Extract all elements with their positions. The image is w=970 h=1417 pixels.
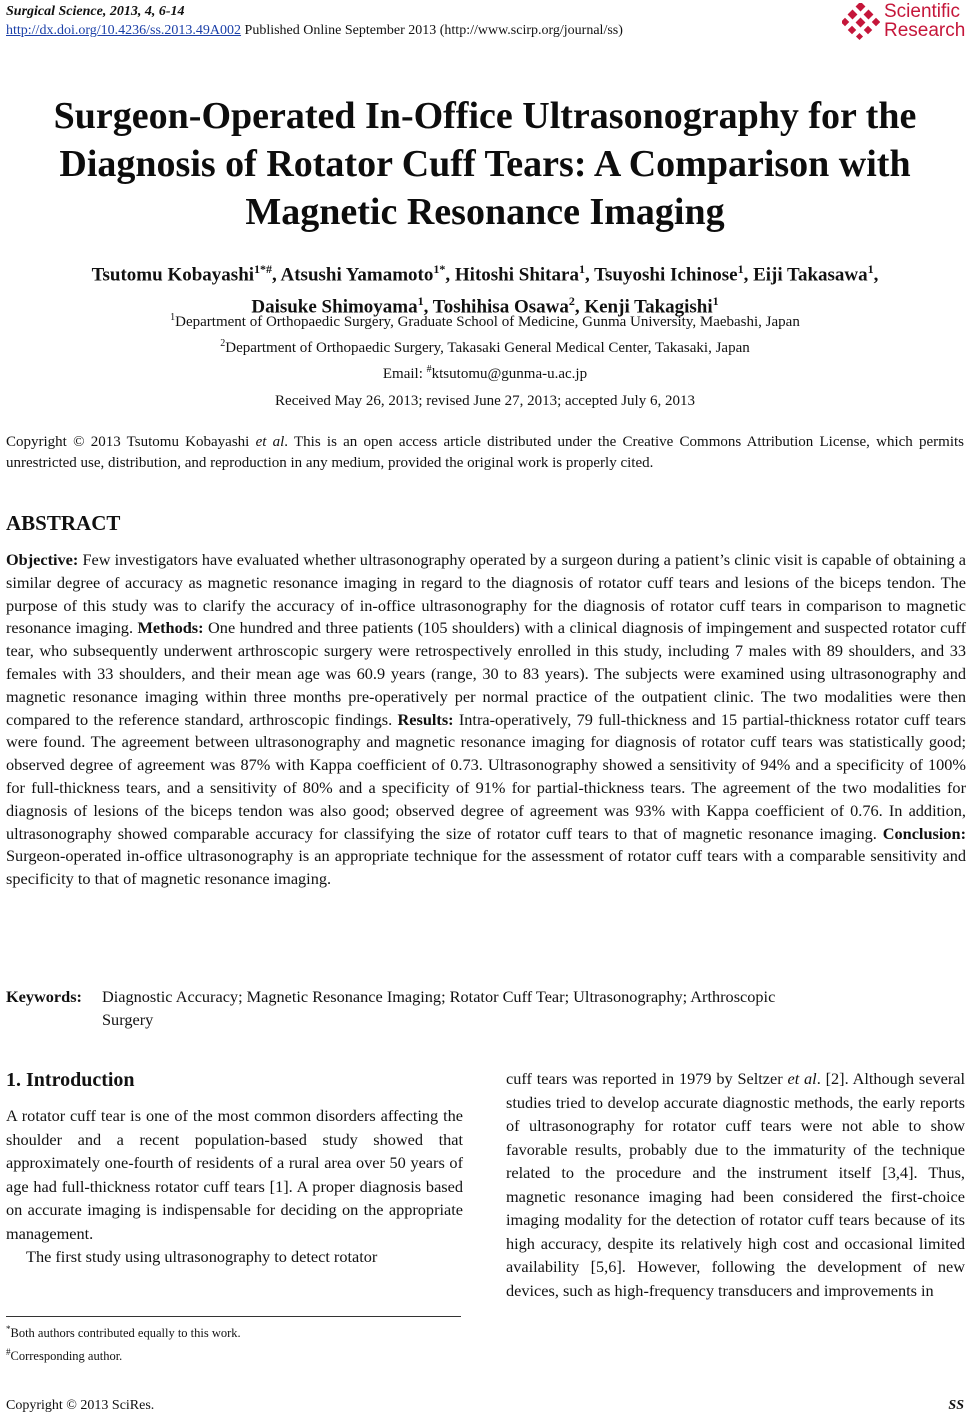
footnote-2: Corresponding author. <box>10 1349 123 1364</box>
footnote-divider <box>6 1316 461 1317</box>
publisher-logo-text <box>884 2 965 40</box>
publisher-logo-mark-icon <box>842 3 880 41</box>
methods-text: One hundred and three patients (105 shoulders) with a clinical diagnosis of impingement and suspected rotator cuff tear, who subsequently underwent arthroscopic surgery were retrospectively enrolled in this study, including 7 males with 89 shoulders, and 33 females with 33 shoulders, and their mean age was 60.9 years (range, 30 to 83 years). The subjects were examined using ultrasonography and magnetic resonance imaging within three months pre-operatively per normal practice of the outpatient clinic. The two modalities were then compared to the reference standard, arthroscopic findings. <box>6 618 967 729</box>
affil-mark: 2 <box>220 338 226 349</box>
abstract-body <box>6 549 966 891</box>
author-name: , Eiji Takasawa <box>743 264 868 286</box>
author-affil-mark: 1*# <box>254 262 273 276</box>
copyright-notice <box>6 432 964 474</box>
conclusion-label: Conclusion: <box>882 823 966 843</box>
title-line-3: Magnetic Resonance Imaging <box>245 191 725 233</box>
author-affil-mark: 2 <box>568 294 575 309</box>
author-affil-mark: 1 <box>578 262 585 276</box>
paper-title <box>0 92 970 236</box>
copyright-text: Copyright © 2013 Tsutomu Kobayashi <box>6 434 256 450</box>
methods-label: Methods: <box>137 618 204 638</box>
author-affil-mark: 1 <box>867 262 874 276</box>
affiliation-2: Department of Orthopaedic Surgery, Takasaki General Medical Center, Takasaki, Japan <box>225 340 750 356</box>
author-affil-mark: 1 <box>417 294 424 309</box>
email-label: Email: <box>382 366 427 382</box>
affiliation-1: Department of Orthopaedic Surgery, Graduate School of Medicine, Gunma University, Maebashi, Japan <box>175 314 800 330</box>
logo-line-2: Research <box>884 20 966 41</box>
footer-copyright: Copyright © 2013 SciRes. <box>6 1398 155 1413</box>
section-heading-introduction: 1. Introduction <box>6 1069 135 1091</box>
body-column-right <box>506 1067 965 1302</box>
author-name: , Atsushi Yamamoto <box>272 264 434 286</box>
objective-text: Few investigators have evaluated whether ultrasonography operated by a surgeon during a patient’s clinic visit is capable of obtaining a similar degree of accuracy as magnetic resonance imaging in regard to the diagnosis of rotator cuff tears and lesions of the biceps tendon. The purpose of this study was to clarify the accuracy of in-office ultrasonography for the diagnosis of rotator cuff tears in comparison to magnetic resonance imaging. <box>6 550 966 638</box>
copyright-etal: et al <box>255 434 285 450</box>
conclusion-text: Surgeon-operated in-office ultrasonography is an appropriate technique for the assessment of rotator cuff tears with a comparable sensitivity and specificity to that of magnetic resonance imaging. <box>6 846 966 889</box>
author-affil-mark: 1 <box>712 294 719 309</box>
author-name: , Kenji Takagishi <box>574 296 713 318</box>
author-name: Tsutomu Kobayashi <box>91 264 255 286</box>
author-affil-mark: 1 <box>737 262 744 276</box>
paragraph: A rotator cuff tear is one of the most common disorders affecting the shoulder and a recent population-based study showed that approximately one-fourth of residents of a rural area over 50 years of age had full-thickness rotator cuff tears [1]. A proper diagnosis based on accurate imaging is indispensable for deciding on the appropriate management. <box>6 1106 463 1243</box>
title-line-1: Surgeon-Operated In-Office Ultrasonography for the <box>53 95 917 137</box>
received-dates: Received May 26, 2013; revised June 27, 2013; accepted July 6, 2013 <box>275 393 695 409</box>
journal-name: Surgical Science <box>6 4 103 19</box>
keywords-list-cont: Surgery <box>102 1009 154 1029</box>
author-name: , Hitoshi Shitara <box>445 264 579 286</box>
paragraph: The first study using ultrasonography to detect rotator <box>26 1247 378 1266</box>
results-label: Results: <box>397 709 454 729</box>
affil-mark: 1 <box>170 312 176 323</box>
objective-label: Objective: <box>6 550 79 569</box>
footer-journal-abbr: SS <box>948 1398 964 1413</box>
publisher-logo <box>840 2 964 44</box>
paragraph-text: . [2]. Although several studies tried to develop accurate diagnostic methods, the early reports of ultrasonography for rotator cuff tears were not able to show favorable results, probably due to the immaturity of the technique related to the procedure and the instrument itself [3,4]. Thus, magnetic resonance imaging had been considered the first-choice imaging modality for the detection of rotator cuff tears because of its high accuracy, despite its relatively high cost and occasional limited availability [5,6]. However, following the development of new devices, such as high-frequency transducers and improvements in <box>506 1069 965 1300</box>
footnote-1: Both authors contributed equally to this work. <box>10 1326 241 1341</box>
keywords <box>6 986 964 1032</box>
affiliations <box>0 307 970 385</box>
journal-header <box>6 2 623 40</box>
author-affil-mark: 1* <box>433 262 446 276</box>
author-name: , Tsuyoshi Ichinose <box>584 264 738 286</box>
title-line-2: Diagnosis of Rotator Cuff Tears: A Comparison with <box>59 143 911 185</box>
published-info: Published Online September 2013 (http://www.scirp.org/journal/ss) <box>241 23 623 38</box>
footnotes <box>6 1320 461 1366</box>
email-mark: # <box>426 364 432 375</box>
keywords-list: Diagnostic Accuracy; Magnetic Resonance Imaging; Rotator Cuff Tear; Ultrasonography; Arthroscopic <box>102 987 776 1006</box>
keywords-label: Keywords: <box>6 987 82 1006</box>
journal-volume: , 2013, 4, 6-14 <box>102 4 185 19</box>
paragraph-etal: et al <box>787 1069 817 1088</box>
copyright-text: . This is an open access article distributed under the Creative Commons Attribution License, which permits unrestricted use, distribution, and reproduction in any medium, provided the original work is properly cited. <box>6 434 965 471</box>
author-name: Daisuke Shimoyama <box>251 296 418 318</box>
doi-link[interactable]: http://dx.doi.org/10.4236/ss.2013.49A002 <box>6 23 242 38</box>
footnote-mark: * <box>6 1324 11 1334</box>
body-column-left <box>6 1104 463 1269</box>
abstract-heading: ABSTRACT <box>6 511 121 535</box>
footnote-mark: # <box>6 1347 11 1358</box>
logo-line-1: Scientific <box>884 1 961 22</box>
author-separator: , <box>873 264 879 286</box>
paragraph-text: cuff tears was reported in 1979 by Seltzer <box>506 1069 788 1088</box>
email-address[interactable]: ktsutomu@gunma-u.ac.jp <box>431 366 588 382</box>
author-name: , Toshihisa Osawa <box>423 296 569 318</box>
results-text: Intra-operatively, 79 full-thickness and 15 partial-thickness rotator cuff tears were found. The agreement between ultrasonography and magnetic resonance imaging for diagnosis of rotator cuff tears was statistically good; observed degree of agreement was 87% with Kappa coefficient of 0.73. Ultrasonography showed a sensitivity of 94% and a specificity of 100% for full-thickness tears, and a sensitivity of 80% and a specificity of 91% for partial-thickness tears. The agreement of the two modalities for diagnosis of lesions of the biceps tendon was also good; observed degree of agreement was 93% with Kappa coefficient of 0.76. In addition, ultrasonography showed comparable accuracy for classifying the size of rotator cuff tears to that of magnetic resonance imaging. <box>6 709 966 843</box>
